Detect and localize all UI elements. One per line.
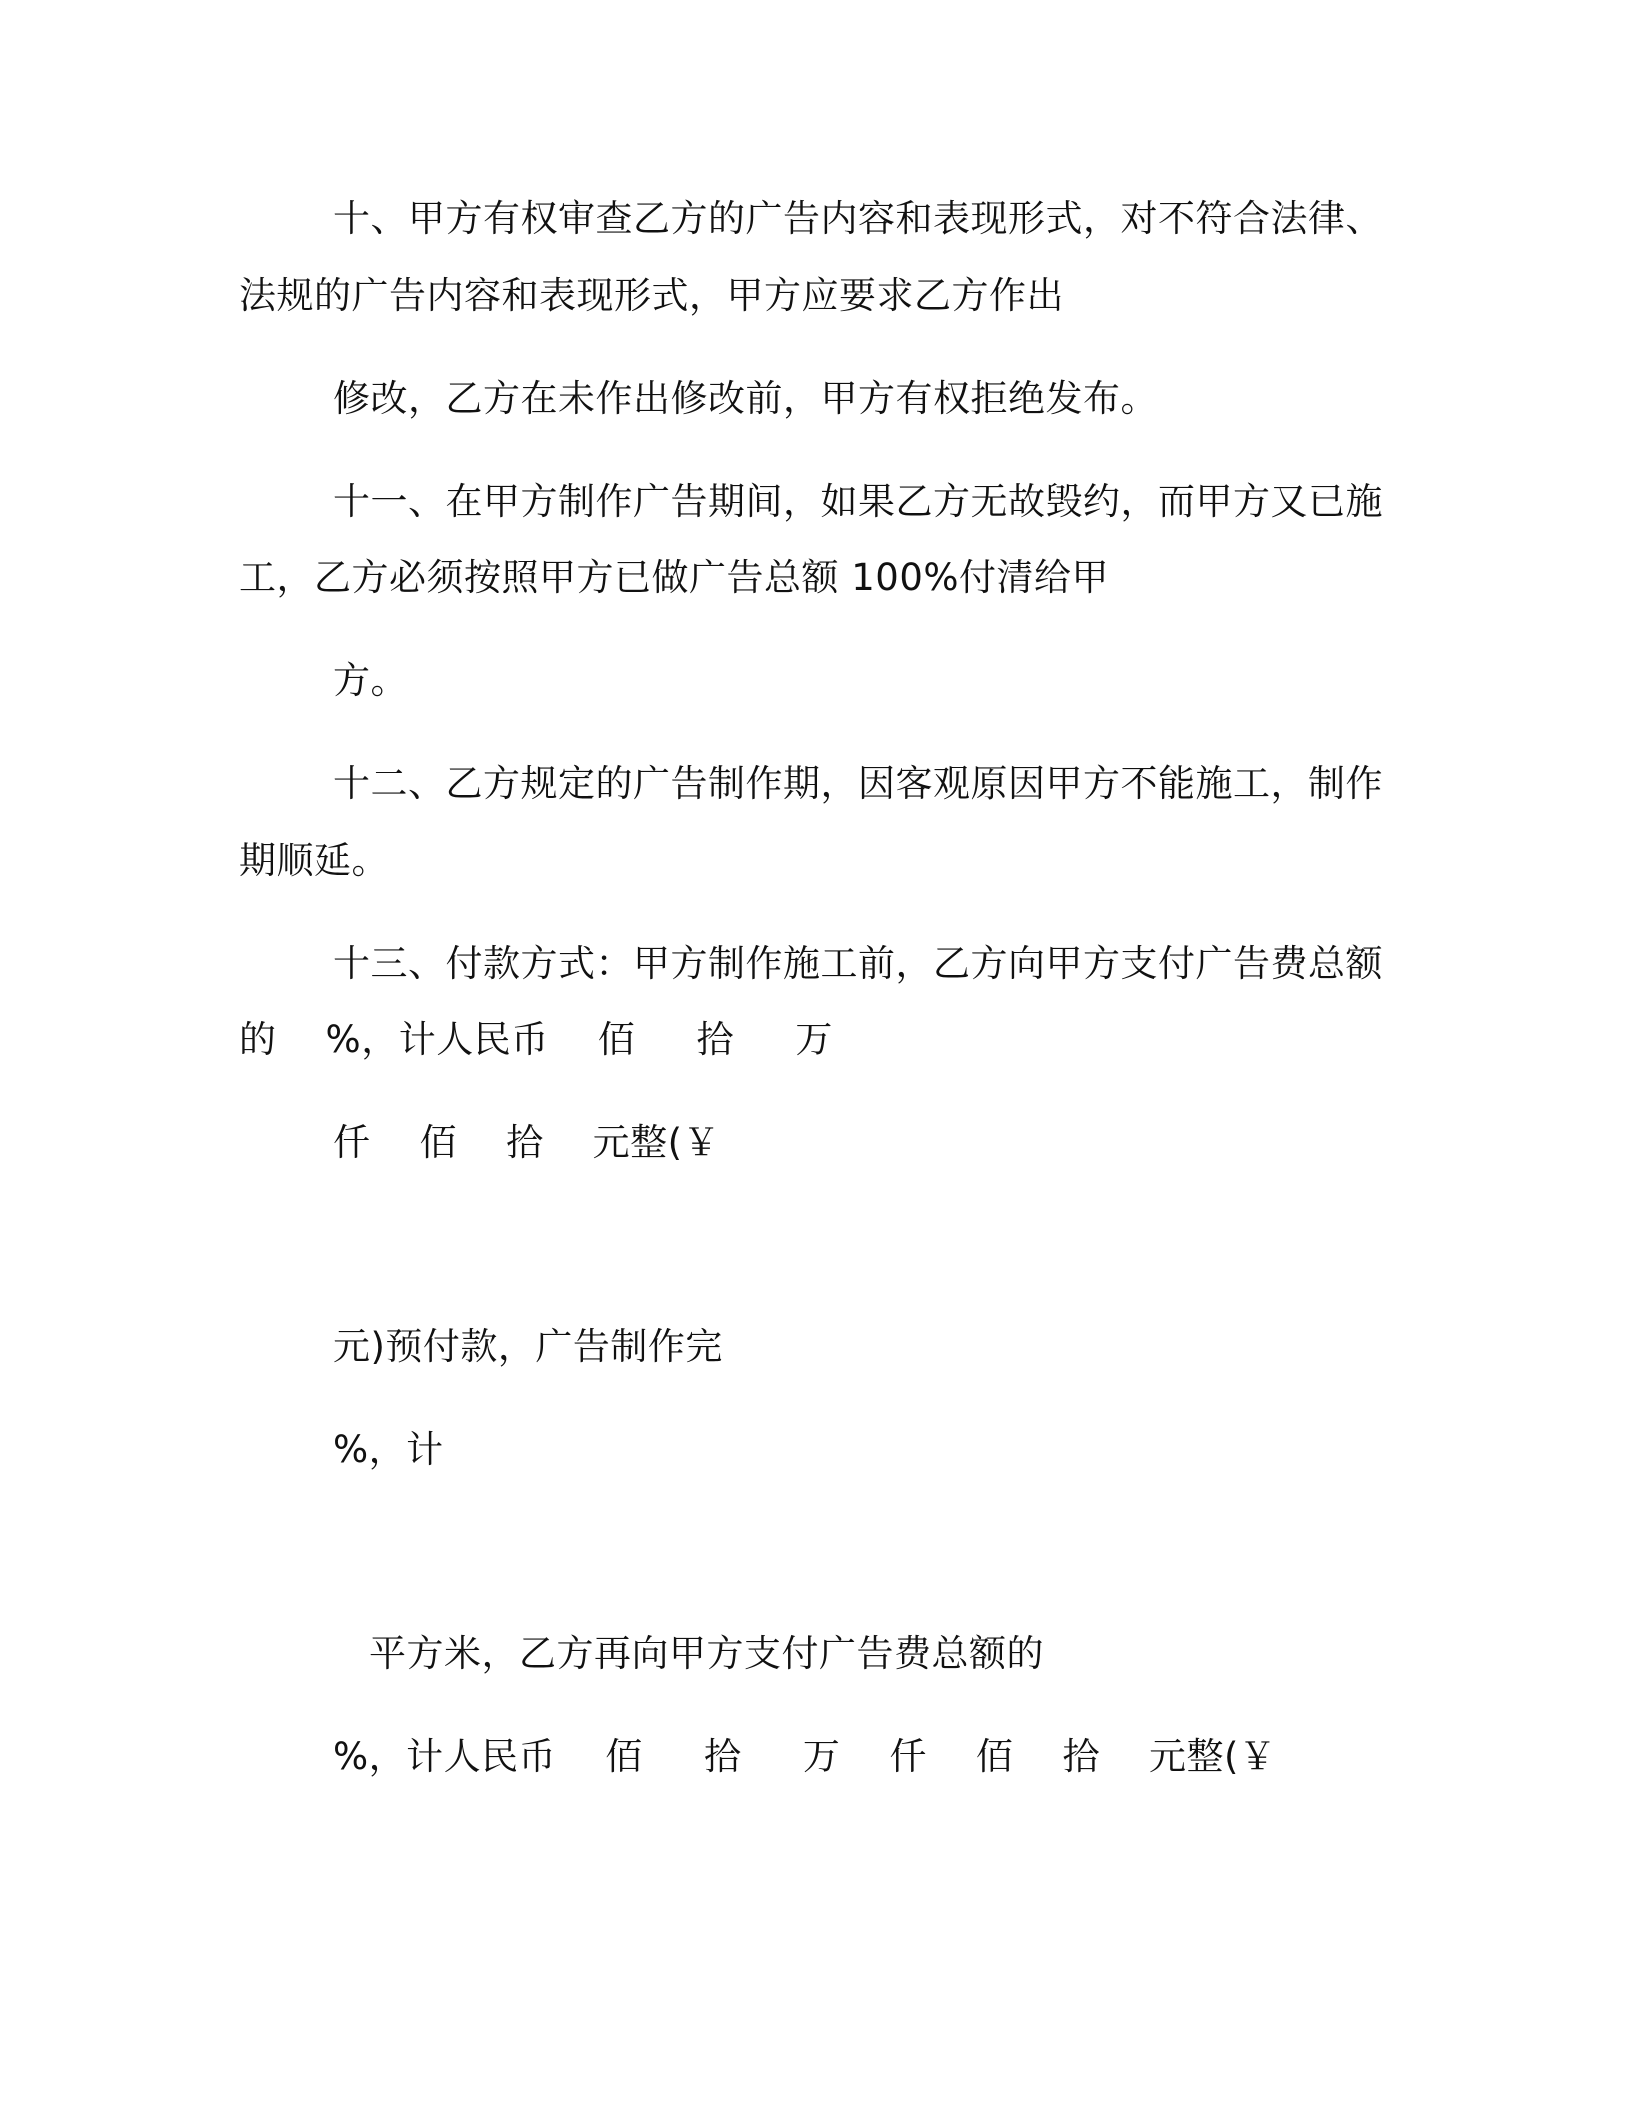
text-line: 仟 佰 拾 元整(￥ — [333, 1121, 721, 1164]
text-line: 十、甲方有权审查乙方的广告内容和表现形式，对不符合法律、 — [333, 197, 1383, 240]
text-line: 十三、付款方式：甲方制作施工前，乙方向甲方支付广告费总额 — [333, 942, 1383, 985]
text-line: 工，乙方必须按照甲方已做广告总额 100%付清给甲 — [239, 556, 1110, 599]
text-line: %，计 — [333, 1428, 444, 1471]
text-line: 十二、乙方规定的广告制作期，因客观原因甲方不能施工，制作 — [333, 762, 1383, 805]
text-line: 期顺延。 — [239, 839, 389, 882]
text-line: 法规的广告内容和表现形式，甲方应要求乙方作出 — [239, 274, 1064, 317]
text-line: 的 %，计人民币 佰 拾 万 — [239, 1018, 833, 1061]
text-line: 修改，乙方在未作出修改前，甲方有权拒绝发布。 — [333, 377, 1158, 420]
text-line: 十一、在甲方制作广告期间，如果乙方无故毁约，而甲方又已施 — [333, 480, 1383, 523]
text-line: %，计人民币 佰 拾 万 仟 佰 拾 元整(￥ — [333, 1735, 1277, 1778]
text-line: 元)预付款，广告制作完 — [333, 1325, 723, 1368]
text-line: 方。 — [333, 659, 408, 702]
text-line: 平方米，乙方再向甲方支付广告费总额的 — [369, 1632, 1044, 1675]
